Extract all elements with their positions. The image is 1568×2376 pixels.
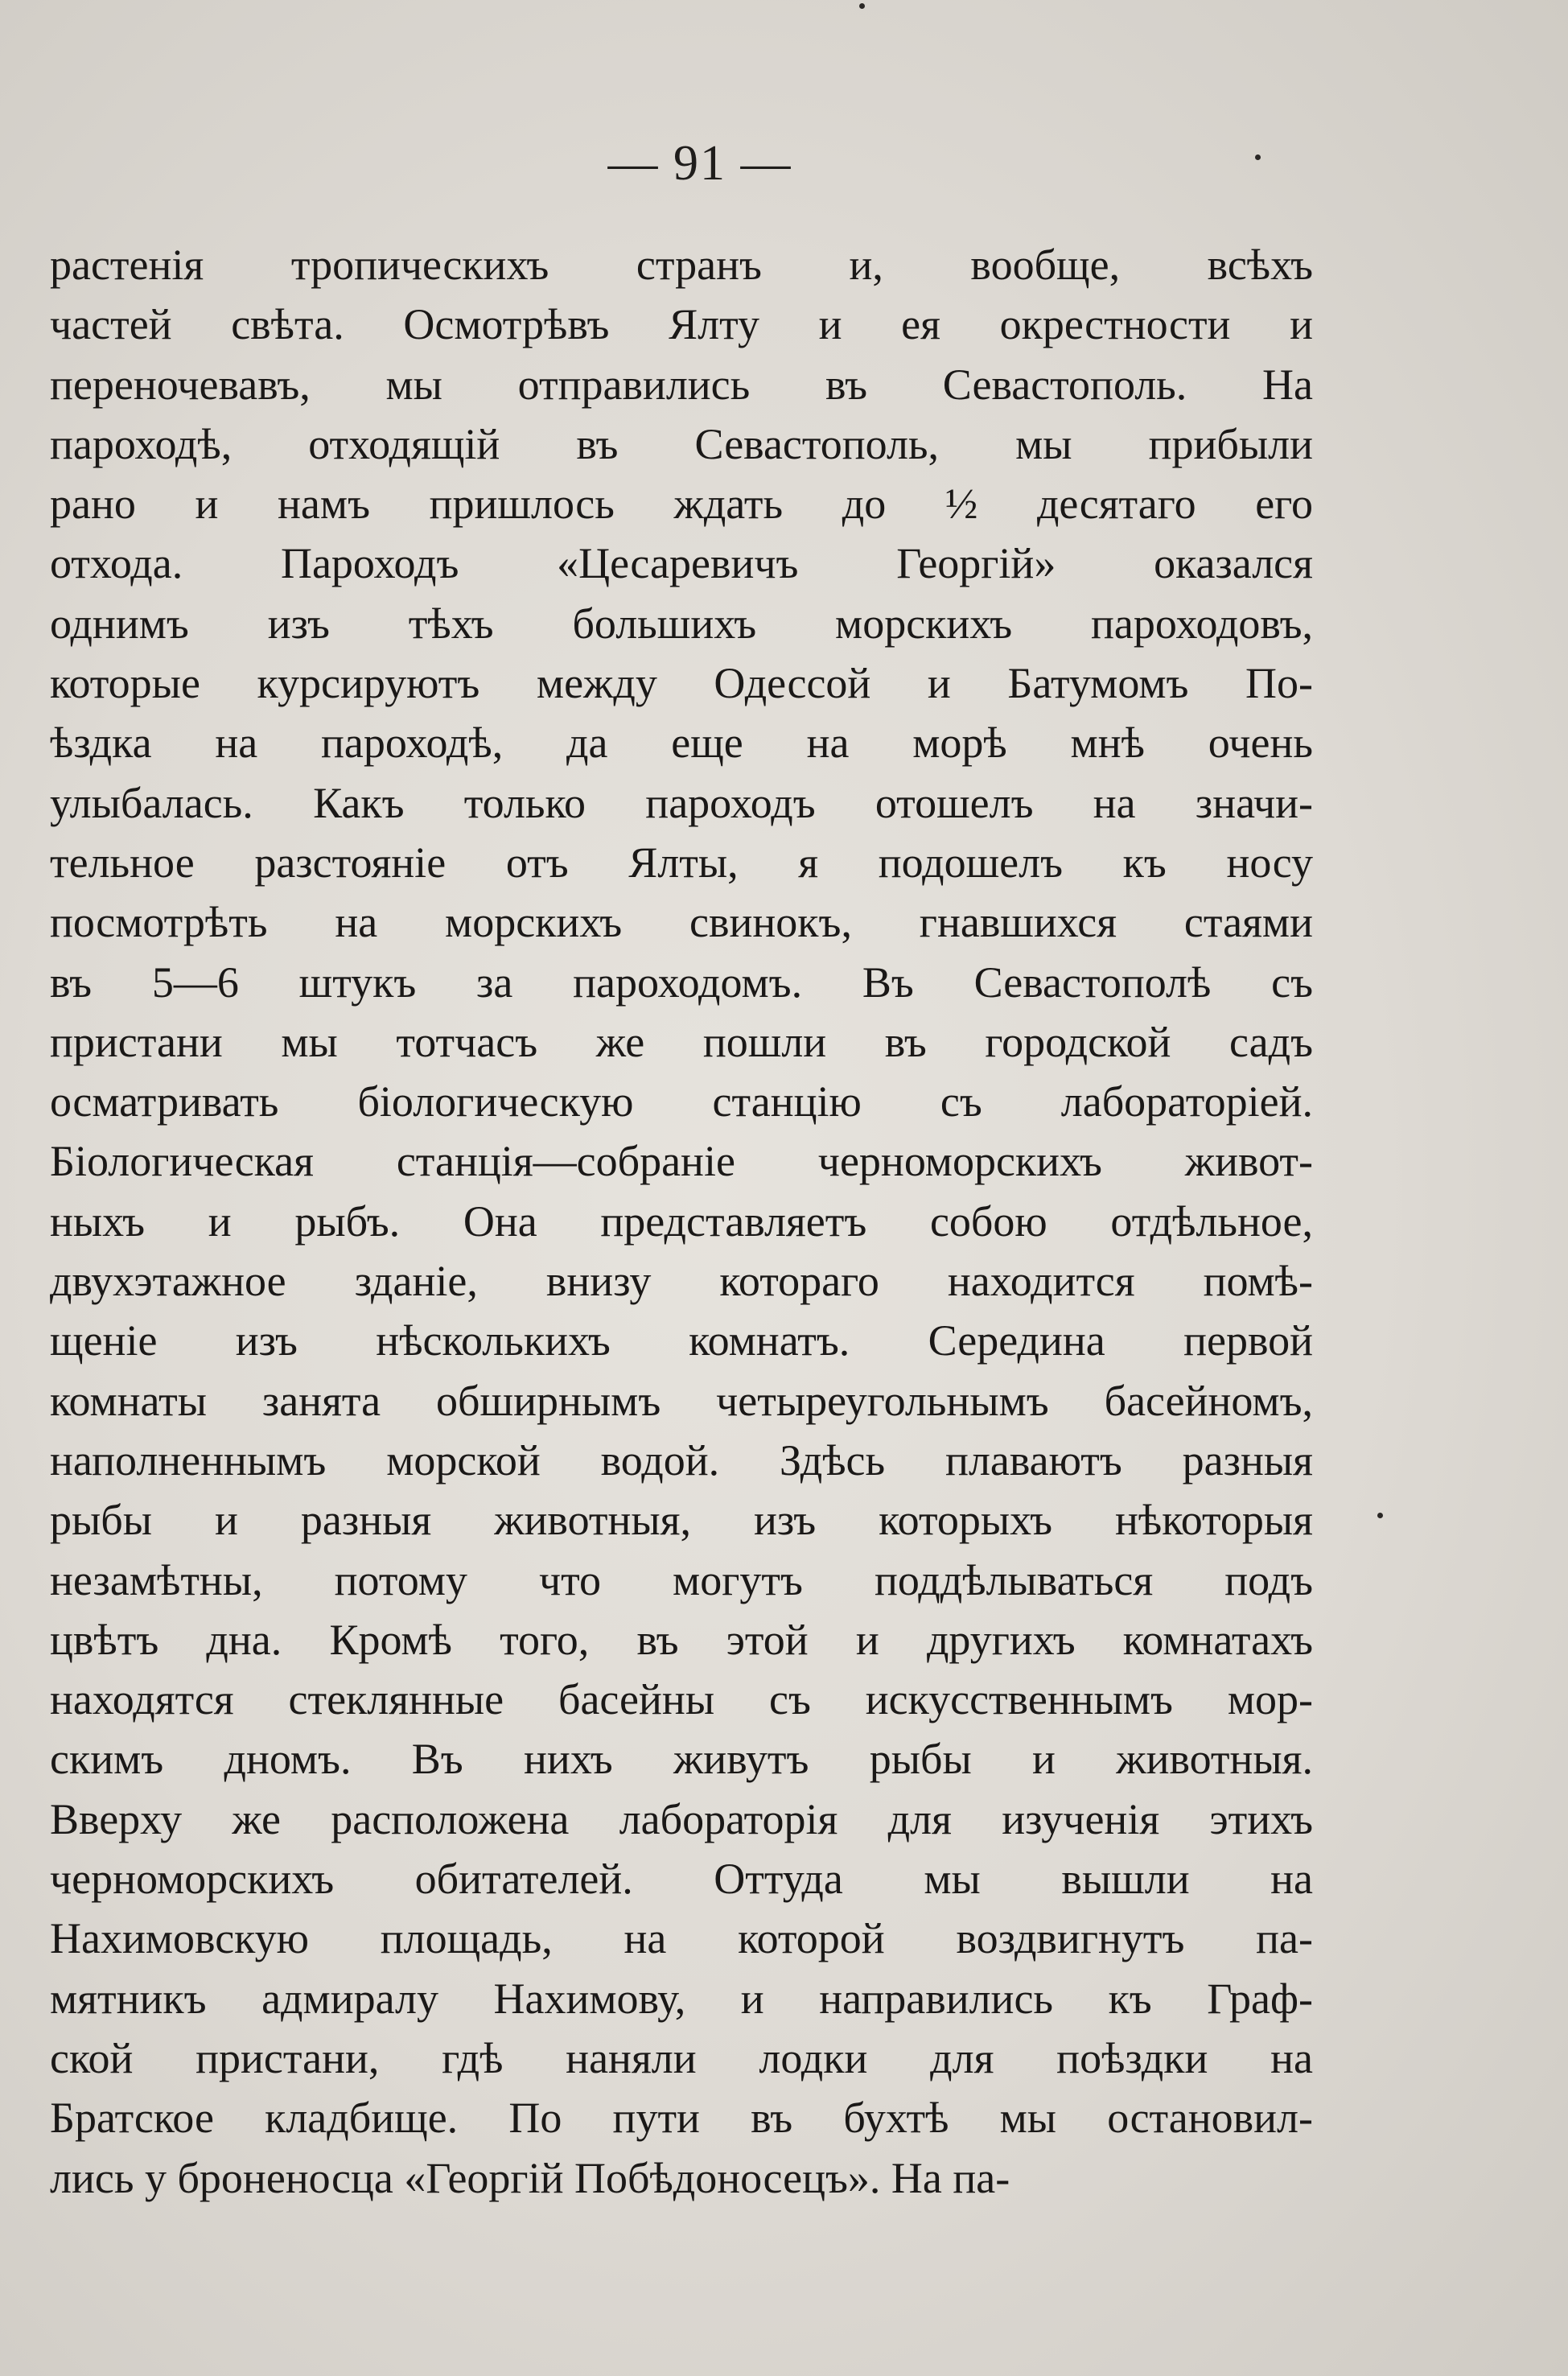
text-line: однимъ изъ тѣхъ большихъ морскихъ пароходовъ,	[50, 599, 1313, 648]
text-line: осматривать біологическую станцію съ лабораторіей.	[50, 1077, 1313, 1126]
text-line: ѣздка на пароходѣ, да еще на морѣ мнѣ очень	[50, 719, 1313, 768]
text-line: двухэтажное зданіе, внизу котораго находится помѣ-	[50, 1257, 1313, 1306]
ink-speck	[859, 3, 865, 9]
text-line: цвѣтъ дна. Кромѣ того, въ этой и другихъ комнатахъ	[50, 1615, 1313, 1664]
text-line: частей свѣта. Осмотрѣвъ Ялту и ея окрестности и	[50, 300, 1313, 349]
text-line: пароходѣ, отходящій въ Севастополь, мы прибыли	[50, 419, 1313, 468]
text-line: которые курсируютъ между Одессой и Батумомъ По-	[50, 659, 1313, 708]
text-line: рано и намъ пришлось ждать до ½ десятаго его	[50, 480, 1313, 529]
text-line: скимъ дномъ. Въ нихъ живутъ рыбы и животныя.	[50, 1735, 1313, 1784]
text-line: растенія тропическихъ странъ и, вообще, всѣхъ	[50, 241, 1313, 289]
text-line: Братское кладбище. По пути въ бухтѣ мы остановил-	[50, 2094, 1313, 2143]
text-line: посмотрѣть на морскихъ свинокъ, гнавшихся стаями	[50, 898, 1313, 947]
text-line: черноморскихъ обитателей. Оттуда мы вышли на	[50, 1855, 1313, 1904]
ink-speck	[1377, 1513, 1383, 1518]
text-line: отхода. Пароходъ «Цесаревичъ Георгій» оказался	[50, 539, 1313, 588]
text-line: лись у броненосца «Георгій Побѣдоносецъ». На па-	[50, 2153, 1010, 2202]
page-number: — 91 —	[607, 136, 792, 191]
text-line: незамѣтны, потому что могутъ поддѣлываться подъ	[50, 1555, 1313, 1604]
text-line: мятникъ адмиралу Нахимову, и направились къ Граф-	[50, 1974, 1313, 2023]
body-text	[50, 235, 1313, 2208]
text-line: ской пристани, гдѣ наняли лодки для поѣздки на	[50, 2033, 1313, 2082]
text-line: Біологическая станція—собраніе черноморскихъ живот-	[50, 1137, 1313, 1186]
text-line: щеніе изъ нѣсколькихъ комнатъ. Середина первой	[50, 1316, 1313, 1365]
text-line: комнаты занята обширнымъ четыреугольнымъ басейномъ,	[50, 1376, 1313, 1425]
text-line: Нахимовскую площадь, на которой воздвигнутъ па-	[50, 1914, 1313, 1963]
text-line: находятся стеклянные басейны съ искусственнымъ мор-	[50, 1675, 1313, 1724]
text-line: переночевавъ, мы отправились въ Севастополь. На	[50, 360, 1313, 409]
text-line: рыбы и разныя животныя, изъ которыхъ нѣкоторыя	[50, 1496, 1313, 1545]
ink-speck	[1255, 154, 1261, 160]
text-line: ныхъ и рыбъ. Она представляетъ собою отдѣльное,	[50, 1196, 1313, 1246]
text-line: Вверху же расположена лабораторія для изученія этихъ	[50, 1794, 1313, 1843]
text-line: тельное разстояніе отъ Ялты, я подошелъ къ носу	[50, 838, 1313, 887]
text-line: наполненнымъ морской водой. Здѣсь плаваютъ разныя	[50, 1435, 1313, 1484]
text-line: улыбалась. Какъ только пароходъ отошелъ на значи-	[50, 778, 1313, 827]
text-line: въ 5—6 штукъ за пароходомъ. Въ Севастополѣ съ	[50, 957, 1313, 1007]
text-line: пристани мы тотчасъ же пошли въ городской садъ	[50, 1017, 1313, 1066]
